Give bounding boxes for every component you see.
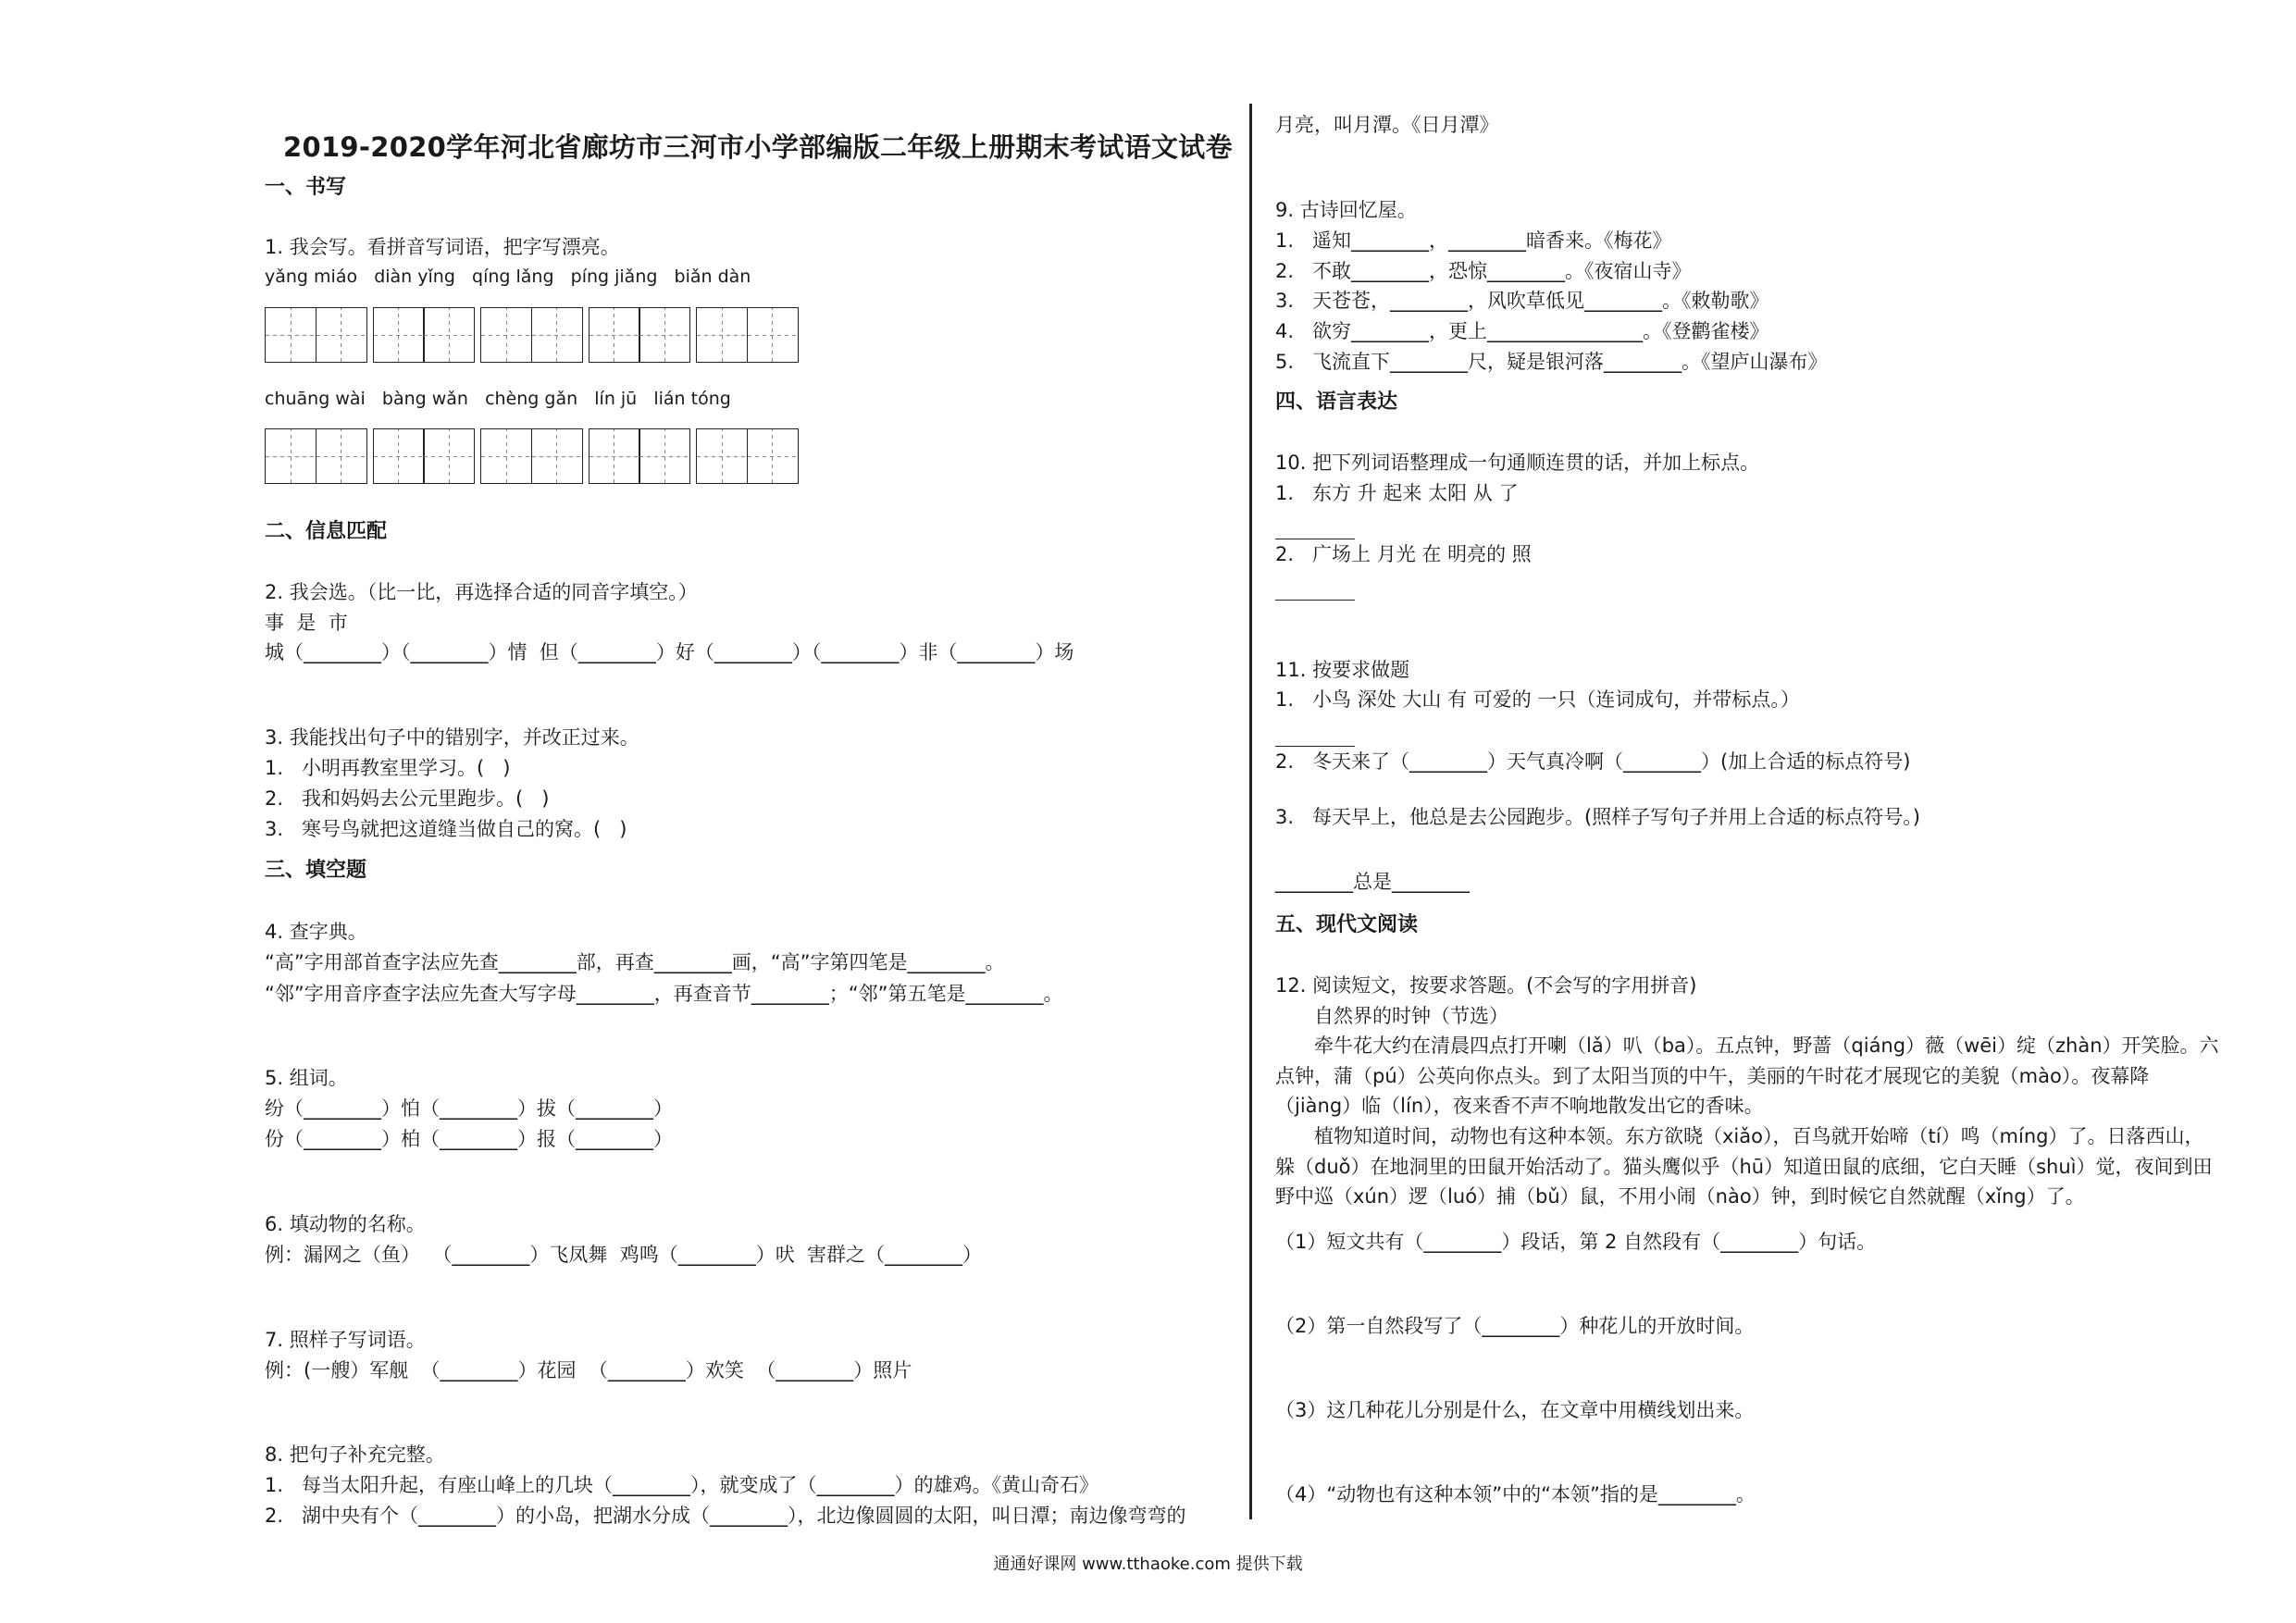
writing-grid-row-2[interactable] xyxy=(265,428,804,484)
q2-options: 事 是 市 xyxy=(265,612,348,634)
q11-answer[interactable]: ________总是________ xyxy=(1275,871,1470,893)
q6-line[interactable]: 例：漏网之（鱼） （________）飞凤舞 鸡鸣（________）吠 害群之（________） xyxy=(265,1244,983,1266)
question-1: 1. 我会写。看拼音写词语，把字写漂亮。 xyxy=(265,236,620,258)
sub-question[interactable]: （1）短文共有（________）段话，第 2 自然段有（________）句话。 xyxy=(1275,1231,1877,1253)
word-box[interactable] xyxy=(696,307,799,363)
question-12: 12. 阅读短文，按要求答题。(不会写的字用拼音) xyxy=(1275,974,1697,997)
pinyin-row-1: yǎng miáo diàn yǐng qíng lǎng píng jiǎng biǎn dàn xyxy=(265,266,751,287)
q3-item[interactable]: 3. 寒号鸟就把这道缝当做自己的窝。( ) xyxy=(265,818,627,840)
passage-line: 植物知道时间，动物也有这种本领。东方欲晓（xiǎo），百鸟就开始啼（tí）鸣（míng）了。日落西山， xyxy=(1314,1125,2204,1147)
word-box[interactable] xyxy=(480,307,583,363)
word-box[interactable] xyxy=(373,428,476,484)
question-7: 7. 照样子写词语。 xyxy=(265,1329,426,1351)
sub-question: （3）这几种花儿分别是什么，在文章中用横线划出来。 xyxy=(1275,1399,1755,1421)
answer-line[interactable] xyxy=(1275,579,1355,608)
exam-title: 2019-2020学年河北省廊坊市三河市小学部编版二年级上册期末考试语文试卷 xyxy=(283,131,1233,163)
word-box[interactable] xyxy=(589,307,691,363)
q9-item[interactable]: 1. 遥知________，________暗香来。《梅花》 xyxy=(1275,229,1672,252)
q8-item[interactable]: 1. 每当太阳升起，有座山峰上的几块（________），就变成了（________）的雄鸡。《黄山奇石》 xyxy=(265,1474,1099,1496)
writing-grid-row-1[interactable] xyxy=(265,307,804,363)
passage-line: 野中巡（xún）逻（luó）捕（bǔ）鼠，不用小闹（nào）钟，到时候它自然就醒（xǐng）了。 xyxy=(1275,1185,2085,1208)
question-2: 2. 我会选。（比一比，再选择合适的同音字填空。） xyxy=(265,581,698,603)
word-box[interactable] xyxy=(265,307,367,363)
question-6: 6. 填动物的名称。 xyxy=(265,1213,426,1235)
q4-line[interactable]: “邻”字用音序查字法应先查大写字母________，再查音节________；“邻”第五笔是________。 xyxy=(265,983,1063,1005)
question-10: 10. 把下列词语整理成一句通顺连贯的话，并加上标点。 xyxy=(1275,452,1760,474)
word-box[interactable] xyxy=(480,428,583,484)
passage-line: 点钟，蒲（pú）公英向你点头。到了太阳当顶的中午，美丽的午时花才展现它的美貌（mào）。夜幕降 xyxy=(1275,1065,2150,1087)
section-heading: 二、信息匹配 xyxy=(265,520,388,543)
passage-line: 躲（duǒ）在地洞里的田鼠开始活动了。猫头鹰似乎（hū）知道田鼠的底细，它白天睡（shuì）觉，夜间到田 xyxy=(1275,1156,2213,1178)
pinyin-row-2: chuāng wài bàng wǎn chèng gǎn lín jū lián tóng xyxy=(265,389,731,409)
q3-item[interactable]: 1. 小明再教室里学习。( ) xyxy=(265,757,511,779)
page-footer: 通通好课网 www.tthaoke.com 提供下载 xyxy=(993,1555,1303,1574)
q7-line[interactable]: 例：(一艘）军舰 （________）花园 （________）欢笑 （________）照片 xyxy=(265,1359,912,1381)
question-8: 8. 把句子补充完整。 xyxy=(265,1443,445,1466)
question-11: 11. 按要求做题 xyxy=(1275,659,1410,681)
q11-item: 3. 每天早上，他总是去公园跑步。(照样子写句子并用上合适的标点符号。) xyxy=(1275,806,1920,828)
section-heading: 一、书写 xyxy=(265,176,347,199)
question-9: 9. 古诗回忆屋。 xyxy=(1275,199,1417,221)
q11-item[interactable]: 2. 冬天来了（________）天气真冷啊（________）(加上合适的标点符号) xyxy=(1275,750,1911,773)
q8-item[interactable]: 2. 湖中央有个（________）的小岛，把湖水分成（________），北边像圆圆的太阳，叫日潭；南边像弯弯的 xyxy=(265,1505,1186,1527)
q5-line[interactable]: 纷（________）怕（________）拔（________） xyxy=(265,1097,673,1120)
passage-line: 牵牛花大约在清晨四点打开喇（lǎ）叭（ba）。五点钟，野蔷（qiáng）薇（wēi）绽（zhàn）开笑脸。六 xyxy=(1314,1035,2219,1057)
passage-line: （jiàng）临（lín），夜来香不声不响地散发出它的香味。 xyxy=(1275,1095,1764,1117)
q4-line[interactable]: “高”字用部首查字法应先查________部，再查________画，“高”字第四笔是________。 xyxy=(265,951,1005,973)
q11-item: 1. 小鸟 深处 大山 有 可爱的 一只（连词成句，并带标点。） xyxy=(1275,688,1800,711)
section-heading: 三、填空题 xyxy=(265,859,367,882)
q9-item[interactable]: 3. 天苍苍，________，风吹草低见________。《敕勒歌》 xyxy=(1275,290,1769,312)
passage-title: 自然界的时钟（节选） xyxy=(1314,1005,1508,1027)
word-box[interactable] xyxy=(373,307,476,363)
sub-question[interactable]: （2）第一自然段写了（________）种花儿的开放时间。 xyxy=(1275,1315,1755,1337)
question-3: 3. 我能找出句子中的错别字，并改正过来。 xyxy=(265,726,639,749)
word-box[interactable] xyxy=(589,428,691,484)
q9-item[interactable]: 2. 不敢________，恐惊________。《夜宿山寺》 xyxy=(1275,260,1692,282)
q9-item[interactable]: 4. 欲穷________，更上________________。《登鹳雀楼》 xyxy=(1275,320,1769,342)
word-box[interactable] xyxy=(696,428,799,484)
q3-item[interactable]: 2. 我和妈妈去公元里跑步。( ) xyxy=(265,787,550,810)
q8-continuation: 月亮，叫月潭。《日月潭》 xyxy=(1275,114,1499,136)
word-box[interactable] xyxy=(265,428,367,484)
sub-question[interactable]: （4）“动物也有这种本领”中的“本领”指的是________。 xyxy=(1275,1483,1756,1505)
q10-item: 2. 广场上 月光 在 明亮的 照 xyxy=(1275,543,1532,565)
section-heading: 四、语言表达 xyxy=(1275,390,1398,414)
q9-item[interactable]: 5. 飞流直下________尺，疑是银河落________。《望庐山瀑布》 xyxy=(1275,351,1828,373)
question-4: 4. 查字典。 xyxy=(265,921,367,943)
q2-fill-line[interactable]: 城（________）（________）情 但（________）好（________）（________）非（________）场 xyxy=(265,641,1074,663)
question-5: 5. 组词。 xyxy=(265,1067,348,1089)
q10-item: 1. 东方 升 起来 太阳 从 了 xyxy=(1275,482,1519,504)
column-divider xyxy=(1249,104,1252,1519)
section-heading: 五、现代文阅读 xyxy=(1275,913,1419,936)
q5-line[interactable]: 份（________）柏（________）报（________） xyxy=(265,1128,673,1150)
